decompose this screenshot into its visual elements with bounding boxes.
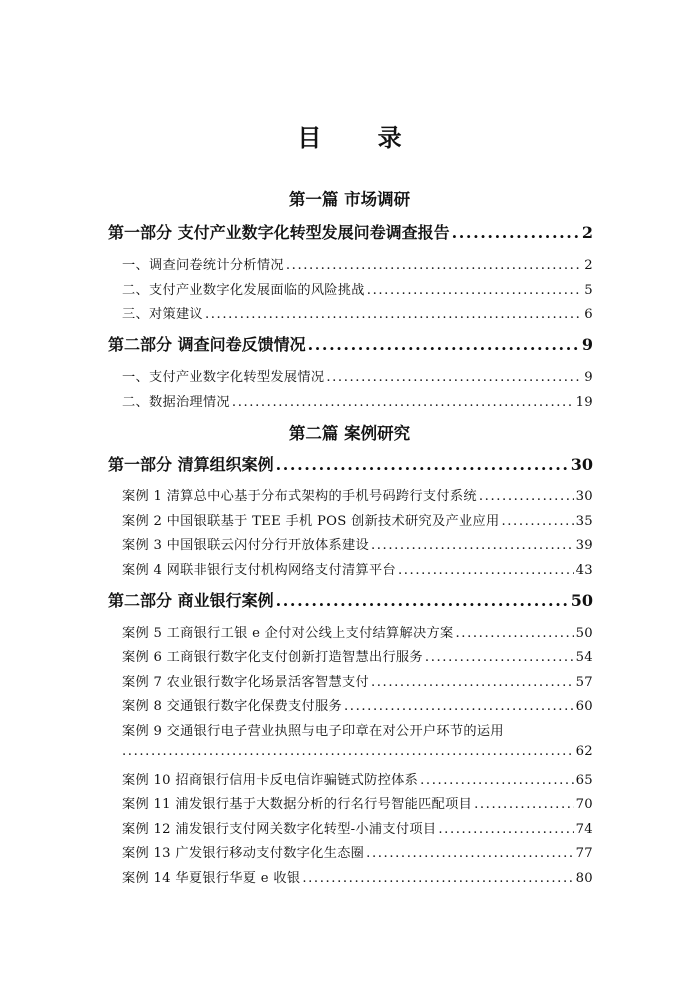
- toc-entry[interactable]: [122, 818, 593, 837]
- toc-entry[interactable]: [122, 622, 593, 641]
- toc-entry[interactable]: [122, 646, 593, 665]
- toc-entry[interactable]: [122, 534, 593, 553]
- toc-part-label: 第二部分 调查问卷反馈情况: [108, 335, 306, 354]
- toc-entry-label: 案例 6 工商银行数字化支付创新打造智慧出行服务: [122, 650, 423, 665]
- toc-leader: [276, 455, 569, 474]
- toc-entry-label: 案例 4 网联非银行支付机构网络支付清算平台: [122, 563, 396, 578]
- toc-page-number: 74: [575, 822, 593, 837]
- toc-entry[interactable]: [122, 695, 593, 714]
- toc-page-number: 35: [575, 514, 593, 529]
- toc-page-number: 9: [584, 370, 593, 385]
- toc-leader: [371, 538, 574, 553]
- toc-leader: [367, 283, 583, 298]
- toc-page-number: 70: [575, 797, 593, 812]
- toc-entry-label: 案例 3 中国银联云闪付分行开放体系建设: [122, 538, 369, 553]
- toc-entry[interactable]: [122, 366, 593, 385]
- toc-leader: [302, 871, 573, 886]
- toc-leader: [122, 744, 574, 759]
- toc-leader: [501, 514, 573, 529]
- toc-entry-case9-cont[interactable]: [122, 744, 593, 759]
- toc-page-number: 39: [575, 538, 593, 553]
- toc-leader: [326, 370, 582, 385]
- toc-entry-label: 案例 13 广发银行移动支付数字化生态圈: [122, 846, 365, 861]
- toc-entry[interactable]: [122, 769, 593, 788]
- toc-leader: [344, 699, 574, 714]
- toc-leader: [479, 489, 574, 504]
- toc-leader: [456, 626, 574, 641]
- toc-part-1[interactable]: [108, 220, 593, 243]
- toc-page-number: 54: [575, 650, 593, 665]
- toc-entry[interactable]: [122, 842, 593, 861]
- toc-leader: [452, 223, 580, 242]
- toc-entry[interactable]: [122, 279, 593, 298]
- toc-page-number: 65: [575, 773, 593, 788]
- toc-entry-label: 案例 1 清算总中心基于分布式架构的手机号码跨行支付系统: [122, 489, 477, 504]
- toc-page-number: 62: [575, 744, 593, 759]
- toc-page-number: 80: [575, 871, 593, 886]
- toc-entry[interactable]: [122, 485, 593, 504]
- toc-page-number: 50: [575, 626, 593, 641]
- toc-entry-label: 三、对策建议: [122, 307, 203, 322]
- toc-part-2[interactable]: [108, 332, 593, 355]
- toc-entry[interactable]: [122, 559, 593, 578]
- toc-page-number: 60: [575, 699, 593, 714]
- toc-leader: [286, 258, 582, 273]
- toc-page-number: 2: [584, 258, 593, 273]
- toc-entry[interactable]: [122, 391, 593, 410]
- toc-entry-label: 案例 7 农业银行数字化场景活客智慧支付: [122, 675, 369, 690]
- toc-entry-label: 案例 11 浦发银行基于大数据分析的行名行号智能匹配项目: [122, 797, 473, 812]
- toc-entry[interactable]: [122, 867, 593, 886]
- toc-leader: [425, 650, 574, 665]
- toc-page-number: 19: [575, 395, 593, 410]
- toc-leader: [366, 846, 573, 861]
- toc-leader: [205, 307, 582, 322]
- toc-entry-case9-label[interactable]: 案例 9 交通银行电子营业执照与电子印章在对公开户环节的运用: [122, 724, 504, 739]
- toc-entry[interactable]: [122, 510, 593, 529]
- toc-part-4[interactable]: [108, 588, 593, 611]
- toc-page-number: 57: [575, 675, 593, 690]
- toc-entry[interactable]: [122, 303, 593, 322]
- volume-heading-2: 第二篇 案例研究: [288, 424, 411, 443]
- toc-leader: [398, 563, 574, 578]
- toc-leader: [420, 773, 573, 788]
- toc-page-number: 77: [575, 846, 593, 861]
- toc-page-number: 2: [581, 223, 593, 242]
- toc-entry-label: 案例 14 华夏银行华夏 e 收银: [122, 871, 301, 886]
- toc-part-label: 第一部分 清算组织案例: [108, 455, 274, 474]
- toc-page-number: 30: [575, 489, 593, 504]
- toc-part-3[interactable]: [108, 452, 593, 475]
- toc-entry-label: 案例 12 浦发银行支付网关数字化转型-小浦支付项目: [122, 822, 437, 837]
- toc-entry-label: 案例 2 中国银联基于 TEE 手机 POS 创新技术研究及产业应用: [122, 514, 500, 529]
- toc-entry-label: 案例 10 招商银行信用卡反电信诈骗链式防控体系: [122, 773, 419, 788]
- toc-entry-label: 案例 8 交通银行数字化保费支付服务: [122, 699, 342, 714]
- toc-leader: [438, 822, 573, 837]
- toc-part-label: 第一部分 支付产业数字化转型发展问卷调查报告: [108, 223, 450, 242]
- toc-entry[interactable]: [122, 671, 593, 690]
- toc-entry-label: 二、支付产业数字化发展面临的风险挑战: [122, 283, 365, 298]
- toc-page-number: 6: [584, 307, 593, 322]
- toc-page-number: 30: [570, 455, 593, 474]
- toc-entry-label: 一、调查问卷统计分析情况: [122, 258, 284, 273]
- toc-page-number: 5: [584, 283, 593, 298]
- toc-page-number: 43: [575, 563, 593, 578]
- toc-leader: [371, 675, 574, 690]
- toc-page-number: 9: [581, 335, 593, 354]
- toc-leader: [474, 797, 574, 812]
- toc-entry[interactable]: [122, 793, 593, 812]
- toc-entry-label: 一、支付产业数字化转型发展情况: [122, 370, 325, 385]
- volume-heading-1: 第一篇 市场调研: [288, 190, 411, 209]
- toc-page-number: 50: [570, 591, 593, 610]
- toc-leader: [232, 395, 574, 410]
- toc-leader: [276, 591, 569, 610]
- toc-part-label: 第二部分 商业银行案例: [108, 591, 274, 610]
- toc-entry-label: 案例 5 工商银行工银 e 企付对公线上支付结算解决方案: [122, 626, 454, 641]
- toc-entry-label: 二、数据治理情况: [122, 395, 230, 410]
- toc-entry[interactable]: [122, 254, 593, 273]
- page-title: 目 录: [297, 123, 426, 152]
- toc-leader: [308, 335, 580, 354]
